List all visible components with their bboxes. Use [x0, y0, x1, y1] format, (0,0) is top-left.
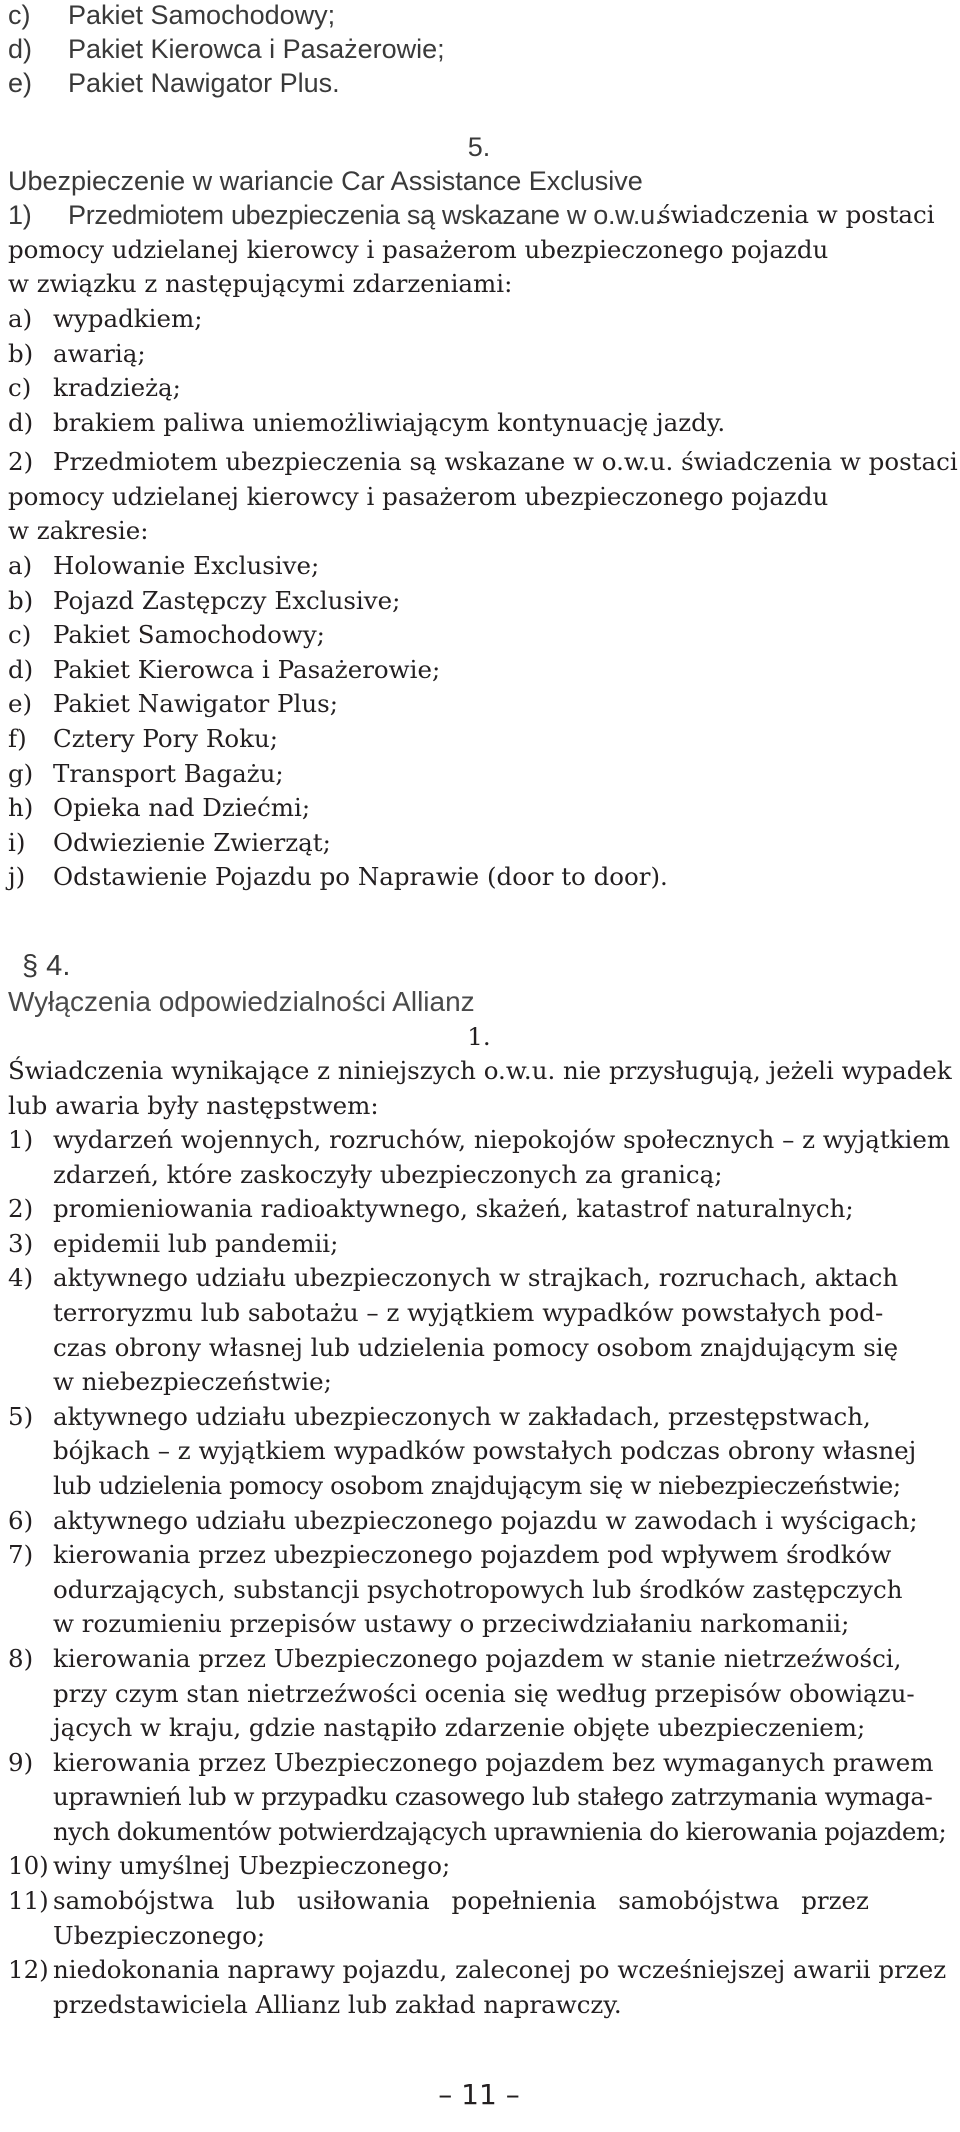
section4-title: Wyłączenia odpowiedzialności Allianz [8, 986, 475, 1017]
point-label: 1) [8, 200, 32, 230]
list-label: d) [8, 34, 33, 64]
list-item: j) Odstawienie Pojazdu po Naprawie (door to door). [8, 862, 668, 892]
page-number: – 11 – [438, 2078, 520, 2111]
section4-items [8, 1123, 950, 2022]
list-item: h) Opieka nad Dziećmi; [8, 793, 311, 823]
list-item: 6) aktywnego udziału ubezpieczonego pojazdu w zawodach i wyścigach; [8, 1505, 918, 1535]
list-text: Pakiet Kierowca i Pasażerowie; [68, 34, 445, 64]
list-item [8, 0, 950, 32]
list-label: c) [8, 0, 31, 30]
top-list [8, 0, 950, 100]
point-text-first: Przedmiotem ubezpieczenia są wskazane w o.w.u. [68, 200, 663, 230]
section5-title: Ubezpieczenie w wariancie Car Assistance Exclusive [8, 166, 643, 196]
list-label: e) [8, 68, 33, 98]
list-item: 2) promieniowania radioaktywnego, skażeń, katastrof naturalnych; [8, 1194, 854, 1224]
section5-point1-items [8, 302, 950, 440]
list-item: f) Cztery Pory Roku; [8, 723, 278, 753]
section4-symbol: § 4. [22, 950, 71, 982]
list-item: 3) epidemii lub pandemii; [8, 1228, 339, 1258]
section5-point1-lines: świadczenia w postaci pomocy udzielanej kierowcy i pasażerom ubezpieczonego pojazdu w związku z następującymi zdarzeniami: [8, 200, 935, 299]
list-item: b) awarią; [8, 338, 146, 368]
list-item: i) Odwiezienie Zwierząt; [8, 827, 331, 857]
list-item [8, 66, 950, 100]
list-item [8, 32, 950, 66]
list-text: Pakiet Nawigator Plus. [68, 68, 340, 98]
list-item: c) kradzieżą; [8, 373, 181, 403]
list-item: b) Pojazd Zastępczy Exclusive; [8, 585, 401, 615]
list-item: g) Transport Bagażu; [8, 758, 284, 788]
list-item: 4) aktywnego udziału ubezpieczonych w strajkach, rozruchach, aktach terroryzmu lub sabotażu – z wyjątkiem wypadków powstałych pod- czas obrony własnej lub udzielenia pomocy osobom znajdującym się w niebezpieczeństwie; [8, 1263, 899, 1397]
list-item: 1) wydarzeń wojennych, rozruchów, niepokojów społecznych – z wyjątkiem zdarzeń, które zaskoczyły ubezpieczonych za granicą; [8, 1125, 951, 1189]
list-item: 5) aktywnego udziału ubezpieczonych w zakładach, przestępstwach, bójkach – z wyjątkiem wypadków powstałych podczas obrony własnej lub udzielenia pomocy osobom znajdującym się w niebezpieczeństwie; [8, 1401, 917, 1500]
list-item: a) Holowanie Exclusive; [8, 551, 320, 580]
list-text: Pakiet Samochodowy; [68, 0, 336, 30]
section5-point2: 2) Przedmiotem ubezpieczenia są wskazane w o.w.u. świadczenia w postaci pomocy udzielanej kierowcy i pasażerom ubezpieczonego pojazdu w zakresie: [8, 447, 958, 546]
list-item: 11) samobójstwa lub usiłowania popełnienia samobójstwa przez Ubezpieczonego; [8, 1886, 869, 1950]
point-text-first: Przedmiotem ubezpieczenia są wskazane w o.w.u. świadczenia w postaci [53, 447, 958, 476]
point-label: 2) [8, 447, 34, 476]
list-item: e) Pakiet Nawigator Plus; [8, 689, 338, 719]
list-item: d) Pakiet Kierowca i Pasażerowie; [8, 654, 441, 684]
list-item: 9) kierowania przez Ubezpieczonego pojazdem bez wymaganych prawem uprawnień lub w przypadku czasowego lub stałego zatrzymania wymaga- nych dokumentów potwierdzających uprawnienia do kierowania pojazdem; [8, 1747, 947, 1846]
list-item: d) brakiem paliwa uniemożliwiającym kontynuację jazdy. [8, 407, 726, 437]
list-item: 10) winy umyślnej Ubezpieczonego; [8, 1851, 451, 1881]
list-item: c) Pakiet Samochodowy; [8, 620, 325, 650]
list-item: 8) kierowania przez Ubezpieczonego pojazdem w stanie nietrzeźwości, przy czym stan nietrzeźwości ocenia się według przepisów obowiązu- jących w kraju, gdzie nastąpiło zdarzenie objęte ubezpieczeniem; [8, 1643, 915, 1743]
section5-number: 5. [467, 132, 491, 162]
list-item: 7) kierowania przez ubezpieczonego pojazdem pod wpływem środków odurzających, substancji psychotropowych lub środków zastępczych w rozumieniu przepisów ustawy o przeciwdziałaniu narkomanii; [8, 1540, 903, 1639]
section4-intro: Świadczenia wynikające z niniejszych o.w.u. nie przysługują, jeżeli wypadek lub awaria były następstwem: [8, 1056, 952, 1120]
list-item: 12) niedokonania naprawy pojazdu, zaleconej po wcześniejszej awarii przez przedstawiciela Allianz lub zakład naprawczy. [8, 1955, 947, 2019]
section4-sub-number: 1. [467, 1022, 491, 1051]
section5-point2-items [8, 549, 950, 895]
list-item: a) wypadkiem; [8, 304, 203, 333]
